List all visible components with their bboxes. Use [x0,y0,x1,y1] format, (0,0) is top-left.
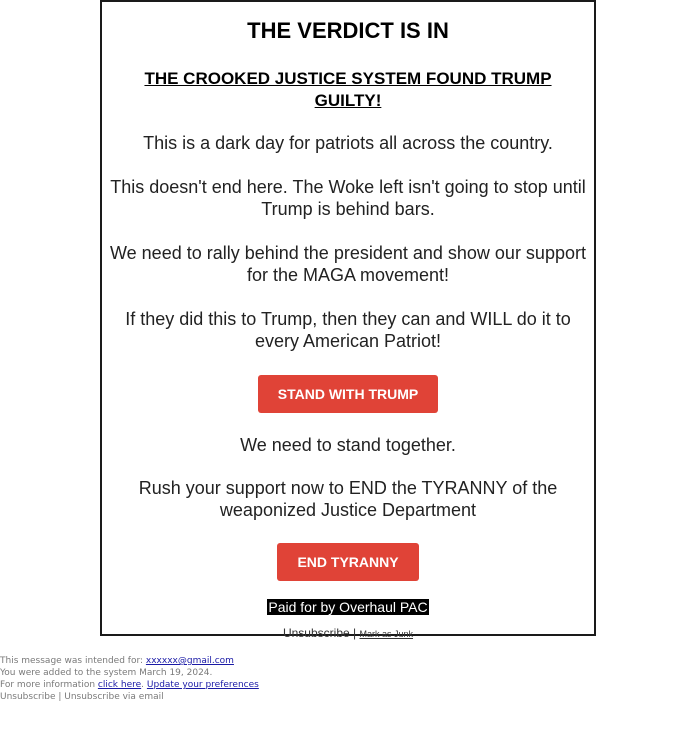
stand-with-trump-button[interactable]: STAND WITH TRUMP [258,375,438,413]
end-tyranny-button[interactable]: END TYRANNY [277,543,419,581]
unsubscribe-link[interactable]: Unsubscribe [282,626,350,640]
footer-intended-prefix: This message was intended for: [0,656,146,666]
paragraph-rally: We need to rally behind the president and show our support for the MAGA movement! [110,243,586,285]
separator: | [353,626,357,640]
footer-added-line: You were added to the system March 19, 2024. [0,668,213,678]
stand-button-wrap [102,375,594,413]
mark-as-junk-link[interactable]: Mark as Junk [359,629,414,639]
unsubscribe-row [102,626,594,640]
paragraph-doesnt-end: This doesn't end here. The Woke left isn't going to stop until Trump is behind bars. [110,177,586,219]
click-here-link[interactable]: click here [97,680,142,690]
footer-info-line [0,679,259,691]
email-card [100,0,596,640]
paragraph-rush-support: Rush your support now to END the TYRANNY of the weaponized Justice Department [138,478,558,520]
footer-intended-line [0,655,259,667]
subhead: THE CROOKED JUSTICE SYSTEM FOUND TRUMP GUILTY! [144,69,552,110]
headline: THE VERDICT IS IN [247,18,449,43]
footer-info-separator: . [141,680,147,690]
footer-email-link[interactable]: xxxxxx@gmail.com [145,656,234,666]
update-preferences-link[interactable]: Update your preferences [146,680,259,690]
paragraph-stand-together: We need to stand together. [240,435,456,455]
paragraph-dark-day: This is a dark day for patriots all across the country. [143,133,553,153]
paid-for-wrap [102,599,594,616]
paragraph-if-they-did: If they did this to Trump, then they can and WILL do it to every American Patriot! [125,309,571,351]
footer-info-prefix: For more information [0,680,98,690]
paid-for-disclaimer: Paid for by Overhaul PAC [268,599,428,615]
email-footer [0,655,259,703]
end-tyranny-button-wrap [102,543,594,581]
footer-unsubscribe-line[interactable]: Unsubscribe | Unsubscribe via email [0,692,164,702]
